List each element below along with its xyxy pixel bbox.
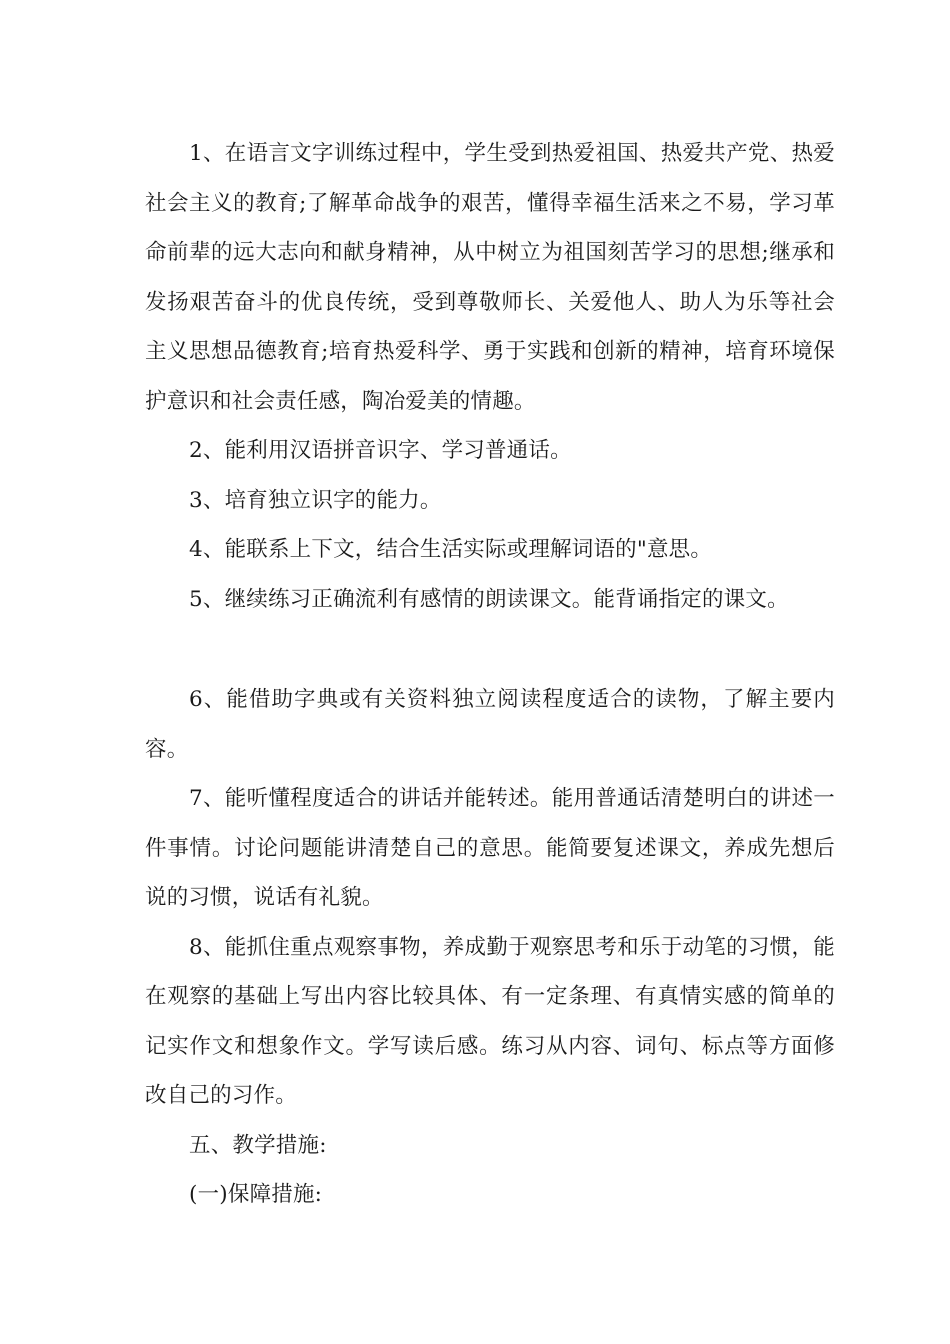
subsection-heading-guarantee-measures: (一)保障措施:	[189, 1182, 323, 1207]
paragraph-objective-7: 7、能听懂程度适合的讲话并能转述。能用普通话清楚明白的讲述一件事情。讨论问题能讲清楚自己的意思。能简要复述课文，养成先想后说的习惯，说话有礼貌。	[145, 786, 835, 910]
paragraph-objective-3: 3、培育独立识字的能力。	[189, 487, 442, 513]
paragraph-objective-4: 4、能联系上下文，结合生活实际或理解词语的"意思。	[189, 537, 713, 562]
paragraph-objective-6: 6、能借助字典或有关资料独立阅读程度适合的读物，了解主要内容。	[145, 687, 835, 762]
paragraph-objective-1: 1、在语言文字训练过程中，学生受到热爱祖国、热爱共产党、热爱社会主义的教育;了解革命战争的艰苦，懂得幸福生活来之不易，学习革命前辈的远大志向和献身精神，从中树立为祖国刻苦学习的思想;继承和发扬艰苦奋斗的优良传统，受到尊敬师长、关爱他人、助人为乐等社会主义思想品德教育;培育热爱科学、勇于实践和创新的精神，培育环境保护意识和社会责任感，陶冶爱美的情趣。	[145, 141, 835, 414]
paragraph-gap	[145, 624, 835, 675]
paragraph-objective-2: 2、能利用汉语拼音识字、学习普通话。	[189, 438, 572, 463]
document-body	[145, 129, 835, 1220]
paragraph-objective-5: 5、继续练习正确流利有感情的朗读课文。能背诵指定的课文。	[189, 586, 789, 612]
paragraph-objective-8: 8、能抓住重点观察事物，养成勤于观察思考和乐于动笔的习惯，能在观察的基础上写出内容比较具体、有一定条理、有真情实感的简单的记实作文和想象作文。学写读后感。练习从内容、词句、标点等方面修改自己的习作。	[145, 934, 835, 1108]
section-heading-teaching-measures: 五、教学措施:	[189, 1132, 327, 1158]
